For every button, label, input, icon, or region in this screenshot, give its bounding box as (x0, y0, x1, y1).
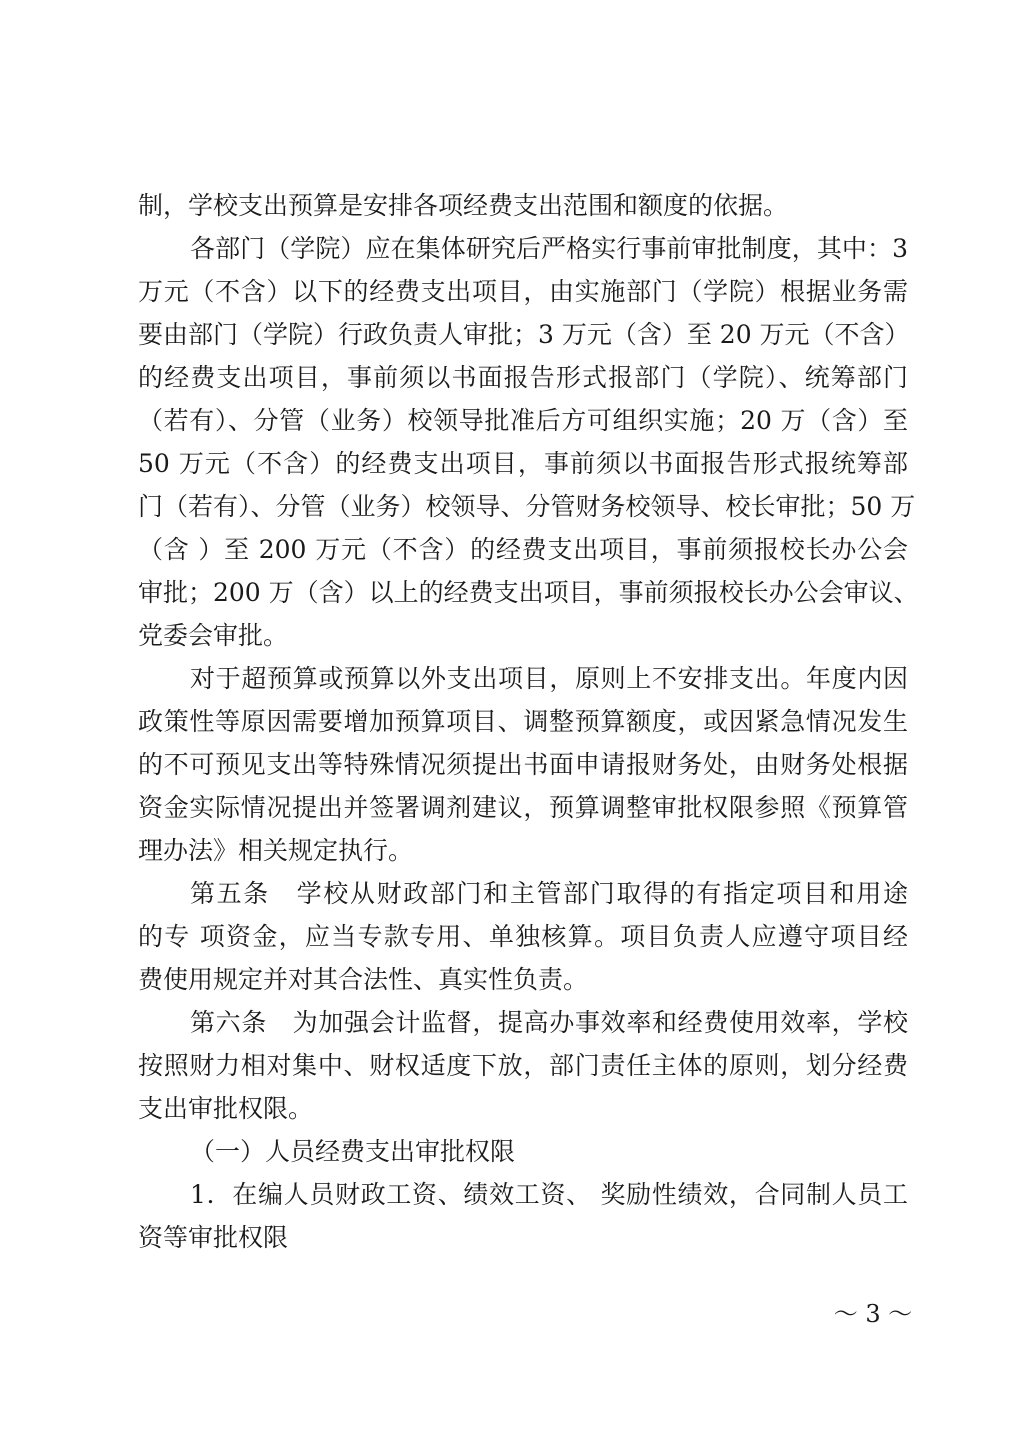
paragraph-line: 门（若有）、分管（业务）校领导、分管财务校领导、校长审批；50 万 (138, 492, 916, 521)
paragraph-line: 对于超预算或预算以外支出项目，原则上不安排支出。年度内因 (190, 664, 908, 693)
paragraph-line: 要由部门（学院）行政负责人审批；3 万元（含）至 20 万元（不含） (138, 320, 910, 349)
list-item-line: 资等审批权限 (138, 1223, 289, 1252)
paragraph-line: 理办法》相关规定执行。 (138, 836, 414, 865)
paragraph-line: 党委会审批。 (138, 621, 289, 650)
paragraph-line: 制，学校支出预算是安排各项经费支出范围和额度的依据。 (138, 191, 789, 220)
article-five-line: 第五条 学校从财政部门和主管部门取得的有指定项目和用途 (190, 879, 908, 908)
list-item-line: 1．在编人员财政工资、绩效工资、 奖励性绩效，合同制人员工 (190, 1180, 908, 1209)
paragraph-line: （含 ）至 200 万元（不含）的经费支出项目，事前须报校长办公会 (138, 535, 908, 564)
paragraph-line: （若有）、分管（业务）校领导批准后方可组织实施；20 万（含）至 (138, 406, 908, 435)
paragraph-line: 费使用规定并对其合法性、真实性负责。 (138, 965, 589, 994)
paragraph-line: 资金实际情况提出并签署调剂建议，预算调整审批权限参照《预算管 (138, 793, 908, 822)
paragraph-line: 的专 项资金，应当专款专用、单独核算。项目负责人应遵守项目经 (138, 922, 908, 951)
section-heading: （一）人员经费支出审批权限 (190, 1137, 516, 1166)
paragraph-line: 50 万元（不含）的经费支出项目，事前须以书面报告形式报统筹部 (138, 449, 908, 478)
paragraph-line: 各部门（学院）应在集体研究后严格实行事前审批制度，其中：3 (190, 234, 908, 263)
article-six-line: 第六条 为加强会计监督，提高办事效率和经费使用效率，学校 (190, 1008, 908, 1037)
page-number: ～ 3 ～ (833, 1300, 913, 1328)
paragraph-line: 按照财力相对集中、财权适度下放，部门责任主体的原则，划分经费 (138, 1051, 908, 1080)
paragraph-line: 的不可预见支出等特殊情况须提出书面申请报财务处，由财务处根据 (138, 750, 908, 779)
paragraph-line: 的经费支出项目，事前须以书面报告形式报部门（学院）、统筹部门 (138, 363, 908, 392)
paragraph-line: 审批；200 万（含）以上的经费支出项目，事前须报校长办公会审议、 (138, 578, 919, 607)
paragraph-line: 万元（不含）以下的经费支出项目，由实施部门（学院）根据业务需 (138, 277, 908, 306)
paragraph-line: 支出审批权限。 (138, 1094, 314, 1123)
paragraph-line: 政策性等原因需要增加预算项目、调整预算额度，或因紧急情况发生 (138, 707, 908, 736)
